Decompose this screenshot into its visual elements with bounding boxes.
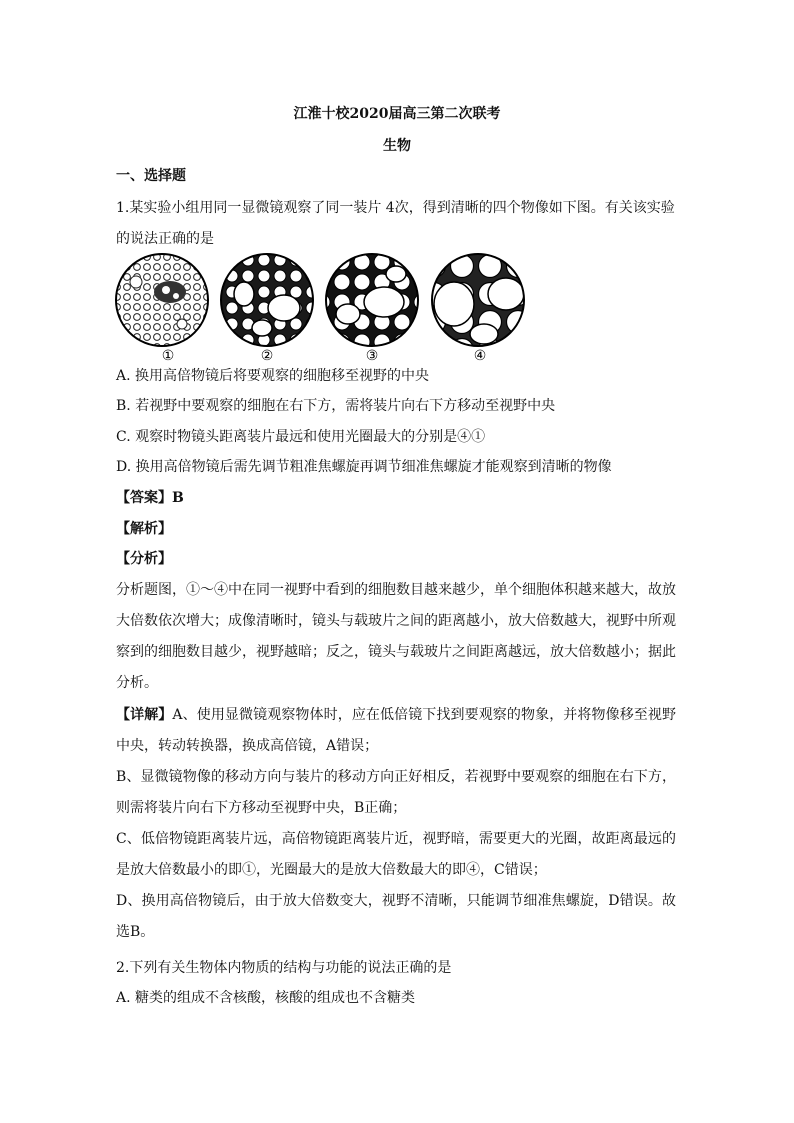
figure-label-3: ③ xyxy=(365,348,379,364)
figure-label-2: ② xyxy=(260,348,274,364)
field-of-view-4 xyxy=(432,254,524,346)
q1-option-c: C. 观察时物镜头距离装片最远和使用光圈最大的分别是④① xyxy=(116,429,486,445)
q1-stem-line2: 的说法正确的是 xyxy=(116,231,214,247)
fenxi-paragraph: 分析题图，①～④中在同一视野中看到的细胞数目越来越少，单个细胞体积越来越大，故放大倍数依次增大；成像清晰时，镜头与载玻片之间的距离越小，放大倍数越大，视野中所观察到的细胞数目越少，视野越暗；反之，镜头与载玻片之间距离越远，放大倍数越小；据此分析。 xyxy=(116,582,676,691)
subject-title: 生物 xyxy=(383,138,411,154)
analysis-heading: 【解析】 xyxy=(116,521,172,537)
section-heading: 一、选择题 xyxy=(116,168,186,184)
field-of-view-3 xyxy=(326,254,418,346)
q2-stem: 2.下列有关生物体内物质的结构与功能的说法正确的是 xyxy=(116,960,452,976)
detail-b-paragraph: B、显微镜物像的移动方向与装片的移动方向正好相反，若视野中要观察的细胞在右下方，则需将装片向右下方移动至视野中央，B正确； xyxy=(116,769,676,816)
q1-option-b: B. 若视野中要观察的细胞在右下方，需将装片向右下方移动至视野中央 xyxy=(116,398,556,414)
q1-stem-line1: 1.某实验小组用同一显微镜观察了同一装片 4次，得到清晰的四个物像如下图。有关该实验 xyxy=(116,200,675,216)
detail-a-text: A、使用显微镜观察物体时，应在低倍镜下找到要观察的物象，并将物像移至视野中央，转动转换器，换成高倍镜，A错误； xyxy=(116,707,677,754)
detail-tag: 【详解】 xyxy=(116,707,173,723)
answer-line: 【答案】B xyxy=(116,490,184,506)
field-of-view-1 xyxy=(116,254,208,346)
exam-title: 江淮十校2020届高三第二次联考 xyxy=(293,106,501,122)
detail-c-paragraph: C、低倍物镜距离装片远，高倍物镜距离装片近，视野暗，需要更大的光圈，故距离最远的是放大倍数最小的即①，光圈最大的是放大倍数最大的即④，C错误； xyxy=(116,831,676,878)
q2-option-a: A. 糖类的组成不含核酸，核酸的组成也不含糖类 xyxy=(116,990,416,1006)
detail-d-paragraph: D、换用高倍物镜后，由于放大倍数变大，视野不清晰，只能调节细准焦螺旋，D错误。故选B。 xyxy=(116,893,676,940)
microscope-figure xyxy=(112,252,532,364)
detail-a-paragraph xyxy=(116,700,676,762)
field-of-view-2 xyxy=(221,254,313,346)
figure-label-4: ④ xyxy=(473,348,487,364)
q1-option-d: D. 换用高倍物镜后需先调节粗准焦螺旋再调节细准焦螺旋才能观察到清晰的物像 xyxy=(116,459,612,475)
fenxi-heading: 【分析】 xyxy=(116,551,172,567)
figure-label-1: ① xyxy=(161,348,175,364)
q1-option-a: A. 换用高倍物镜后将要观察的细胞移至视野的中央 xyxy=(116,368,430,384)
